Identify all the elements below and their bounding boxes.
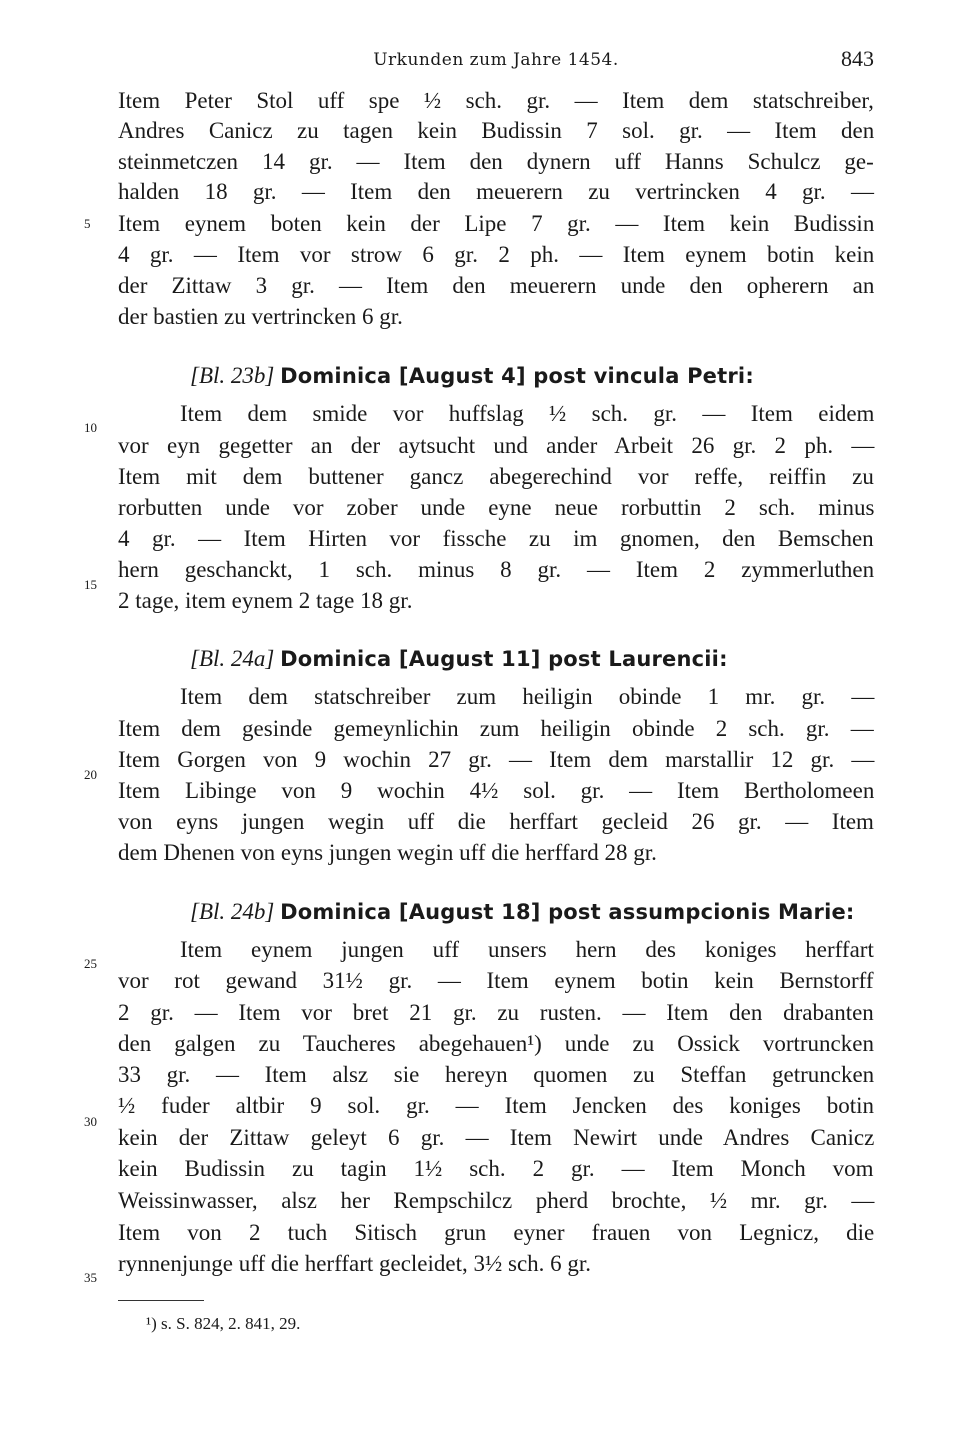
text-line: Item dem gesinde gemeynlichin zum heiligin obinde 2 sch. gr. — — [118, 716, 874, 741]
section-heading — [190, 360, 874, 392]
line-number: 15 — [84, 577, 97, 592]
heading-title: Dominica [August 11] post Laurencii: — [280, 647, 728, 671]
line-number: 5 — [84, 216, 91, 231]
text-line: 33 gr. — Item alsz sie hereyn quomen zu Steffan getruncken — [118, 1062, 875, 1087]
text-line: Item mit dem buttener gancz abegerechind vor reffe, reiffin zu — [118, 464, 874, 489]
text-line: Item Gorgen von 9 wochin 27 gr. — Item dem marstallir 12 gr. — — [118, 747, 875, 772]
footnote-rule — [118, 1300, 204, 1301]
text-line: kein der Zittaw geleyt 6 gr. — Item Newirt unde Andres Canicz — [118, 1125, 875, 1150]
text-line: dem Dhenen von eyns jungen wegin uff die herffard 28 gr. — [118, 840, 657, 865]
text-line: Item dem smide vor huffslag ½ sch. gr. — Item eidem — [180, 401, 875, 426]
footnote: ¹) s. S. 824, 2. 841, 29. — [146, 1314, 301, 1333]
folio-reference: [Bl. 24b] — [190, 899, 275, 924]
text-line: der bastien zu vertrincken 6 gr. — [118, 304, 403, 329]
text-line: von eyns jungen wegin uff die herffart gecleid 26 gr. — Item — [118, 809, 874, 834]
text-line: rynnenjunge uff die herffart gecleidet, 3½ sch. 6 gr. — [118, 1251, 592, 1276]
text-line: Item eynem boten kein der Lipe 7 gr. — Item kein Budissin — [118, 211, 875, 236]
running-title: Urkunden zum Jahre 1454. — [373, 50, 619, 70]
line-number: 10 — [84, 420, 97, 435]
line-number: 35 — [84, 1270, 97, 1285]
page-header — [118, 44, 874, 78]
text-line: rorbutten unde vor zober unde eyne neue rorbuttin 2 sch. minus — [118, 495, 875, 520]
heading-title: Dominica [August 4] post vincula Petri: — [280, 364, 754, 388]
text-line: 2 tage, item eynem 2 tage 18 gr. — [118, 588, 413, 613]
section-heading — [190, 896, 874, 928]
text-line: steinmetczen 14 gr. — Item den dynern uff Hanns Schulcz ge- — [118, 149, 874, 174]
text-line: den galgen zu Taucheres abegehauen¹) unde zu Ossick vortruncken — [118, 1031, 874, 1056]
text-line: 2 gr. — Item vor bret 21 gr. zu rusten. — Item den drabanten — [118, 1000, 874, 1025]
section-heading — [190, 643, 874, 675]
text-line: ½ fuder altbir 9 sol. gr. — Item Jencken des koniges botin — [118, 1093, 875, 1118]
text-line: Item dem statschreiber zum heiligin obinde 1 mr. gr. — — [180, 684, 875, 709]
text-line: halden 18 gr. — Item den meuerern zu vertrincken 4 gr. — — [118, 179, 874, 204]
text-line: hern geschanckt, 1 sch. minus 8 gr. — Item 2 zymmerluthen — [118, 557, 875, 582]
page-number: 843 — [841, 46, 874, 71]
text-line: Item eynem jungen uff unsers hern des koniges herffart — [180, 937, 874, 962]
text-line: kein Budissin zu tagin 1½ sch. 2 gr. — Item Monch vom — [118, 1156, 874, 1181]
text-line: vor eyn gegetter an der aytsucht und ander Arbeit 26 gr. 2 ph. — — [118, 433, 875, 458]
text-line: 4 gr. — Item Hirten vor fissche zu im gnomen, den Bemschen — [118, 526, 874, 551]
text-line: der Zittaw 3 gr. — Item den meuerern unde den opherern an — [118, 273, 875, 298]
text-line: Andres Canicz zu tagen kein Budissin 7 sol. gr. — Item den — [118, 118, 875, 143]
line-number: 25 — [84, 956, 97, 971]
text-line: vor rot gewand 31½ gr. — Item eynem botin kein Bernstorff — [118, 968, 874, 993]
text-line: Item Peter Stol uff spe ½ sch. gr. — Item dem statschreiber, — [118, 88, 874, 113]
folio-reference: [Bl. 24a] — [190, 646, 275, 671]
heading-title: Dominica [August 18] post assumpcionis Marie: — [280, 900, 855, 924]
text-line: 4 gr. — Item vor strow 6 gr. 2 ph. — Item eynem botin kein — [118, 242, 875, 267]
line-number: 20 — [84, 767, 97, 782]
text-line: Item von 2 tuch Sitisch grun eyner frauen von Legnicz, die — [118, 1220, 875, 1245]
line-number: 30 — [84, 1114, 97, 1129]
text-line: Item Libinge von 9 wochin 4½ sol. gr. — Item Bertholomeen — [118, 778, 875, 803]
text-line: Weissinwasser, alsz her Rempschilcz pherd brochte, ½ mr. gr. — — [118, 1188, 875, 1213]
folio-reference: [Bl. 23b] — [190, 363, 275, 388]
